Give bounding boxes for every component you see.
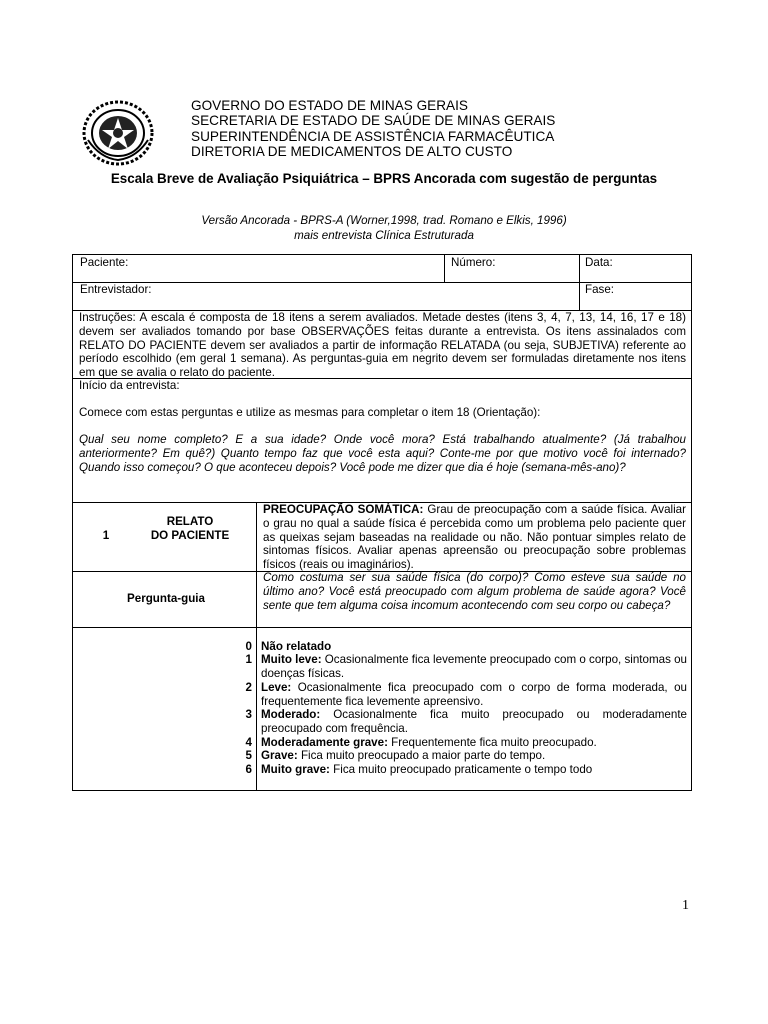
page-number: 1 bbox=[682, 898, 689, 913]
item-description-text: Grau de preocupação com a saúde física. Avaliar o grau no qual a saúde física é percebida como um problema pelo paciente quer as queixas sejam baseadas na realidade ou não. Não pontuar simples relato de sintomas físicos. Avaliar apenas apreensão ou preocupação sobre problemas físicos (reais ou imaginários). bbox=[263, 503, 686, 572]
scale-score: 0 bbox=[245, 640, 252, 653]
interviewer-field-label: Entrevistador: bbox=[80, 283, 152, 296]
guide-question-label: Pergunta-guia bbox=[127, 592, 205, 605]
header-line: GOVERNO DO ESTADO DE MINAS GERAIS bbox=[191, 98, 468, 113]
scale-score: 2 bbox=[245, 681, 252, 694]
date-field-label: Data: bbox=[585, 256, 613, 269]
scale-level: Grave: Fica muito preocupado a maior parte do tempo. bbox=[261, 749, 546, 762]
interview-start-label: Início da entrevista: bbox=[79, 379, 180, 392]
header-line: DIRETORIA DE MEDICAMENTOS DE ALTO CUSTO bbox=[191, 144, 513, 160]
interview-begin-text: Comece com estas perguntas e utilize as mesmas para completar o item 18 (Orientação): bbox=[79, 406, 541, 419]
scale-level: Muito grave: Fica muito preocupado praticamente o tempo todo bbox=[261, 763, 593, 776]
scale-level: Leve: Ocasionalmente fica preocupado com o corpo de forma moderada, ou frequentemente fica levemente apreensivo. bbox=[261, 681, 687, 708]
patient-field-label: Paciente: bbox=[80, 256, 129, 269]
item-number: 1 bbox=[102, 529, 110, 542]
header-line: SUPERINTENDÊNCIA DE ASSISTÊNCIA FARMACÊUTICA bbox=[191, 128, 555, 144]
state-seal-logo bbox=[82, 100, 154, 166]
guide-question-text: Como costuma ser sua saúde física (do corpo)? Como esteve sua saúde no último ano? Você está preocupado com algum problema de saúde agora? Você sente que tem alguma coisa incomum acontecendo com seu corpo ou cabeça? bbox=[263, 571, 686, 612]
number-field-label: Número: bbox=[451, 256, 496, 269]
phase-field-label: Fase: bbox=[585, 283, 614, 296]
scale-score: 1 bbox=[245, 653, 252, 666]
version-line: mais entrevista Clínica Estruturada bbox=[294, 229, 474, 242]
scale-score: 4 bbox=[245, 736, 252, 749]
scale-level: Moderadamente grave: Frequentemente fica muito preocupado. bbox=[261, 736, 597, 749]
item-heading: PREOCUPAÇÃO SOMÁTICA: bbox=[263, 503, 424, 516]
instructions-text: Instruções: A escala é composta de 18 itens a serem avaliados. Metade destes (itens 3, 4, 7, 13, 14, 16, 17 e 18) devem ser avaliados tomando por base OBSERVAÇÕES feitas durante a entrevista. Os itens assinalados com RELATO DO PACIENTE devem ser avaliados a partir de informação RELATADA (ou seja, SUBJETIVA) referente ao período escolhido (em geral 1 semana). As perguntas-guia em negrito devem ser formuladas diretamente nos itens em que se avalia o relato do paciente. bbox=[79, 311, 686, 380]
version-line: Versão Ancorada - BPRS-A (Worner,1998, trad. Romano e Elkis, 1996) bbox=[201, 214, 567, 227]
scale-level: Não relatado bbox=[261, 640, 332, 653]
item-description bbox=[263, 503, 686, 572]
scale-score: 3 bbox=[245, 708, 252, 721]
patient-report-label: RELATO DO PACIENTE bbox=[150, 515, 230, 542]
scale-level: Muito leve: Ocasionalmente fica levemente preocupado com o corpo, sintomas ou doenças físicas. bbox=[261, 653, 687, 680]
version-note bbox=[0, 213, 768, 243]
scale-score: 5 bbox=[245, 749, 252, 762]
scale-score: 6 bbox=[245, 763, 252, 776]
interview-questions: Qual seu nome completo? E a sua idade? Onde você mora? Está trabalhando atualmente? (Já trabalhou anteriormente? Em quê?) Quanto tempo faz que você esta aqui? Conte-me por que motivo você foi internado? Quando isso começou? O que aconteceu depois? Você pode me dizer que dia é hoje (semana-mês-ano)? bbox=[79, 433, 686, 474]
document-title: Escala Breve de Avaliação Psiquiátrica – BPRS Ancorada com sugestão de perguntas bbox=[110, 171, 658, 186]
header-line: SECRETARIA DE ESTADO DE SAÚDE DE MINAS GERAIS bbox=[191, 113, 556, 129]
scale-level: Moderado: Ocasionalmente fica muito preocupado ou moderadamente preocupado com frequência. bbox=[261, 708, 687, 735]
header-block bbox=[191, 98, 555, 160]
